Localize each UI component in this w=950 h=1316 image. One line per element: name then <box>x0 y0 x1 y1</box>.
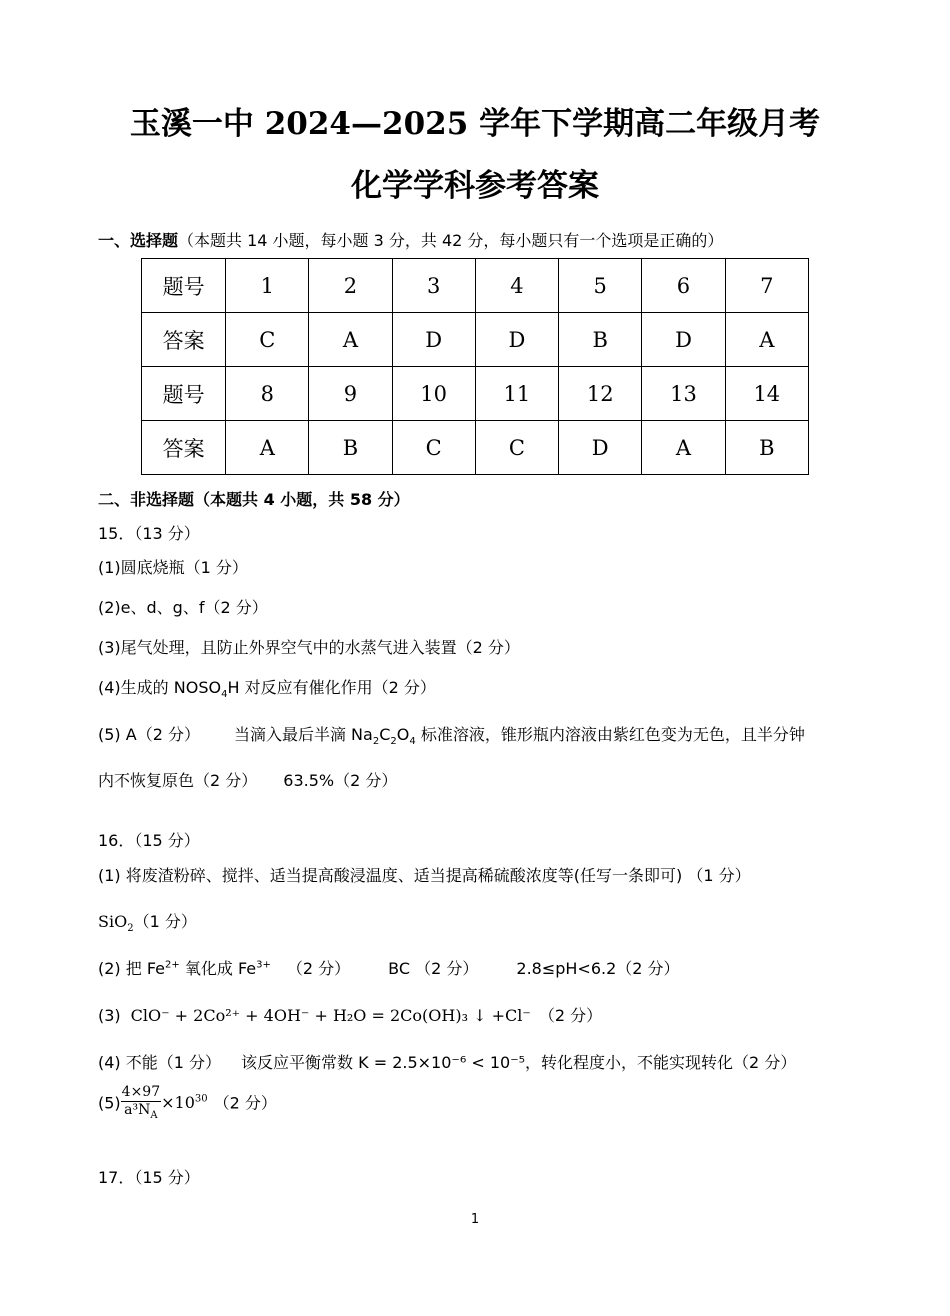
table-cell: D <box>642 313 725 367</box>
table-cell: B <box>559 313 642 367</box>
q16-part2-a: (2) 把 Fe <box>98 959 166 978</box>
q16-part2-sup: 2+ <box>165 959 180 971</box>
q16-part1b-score: （1 分） <box>133 912 197 931</box>
section1-heading: 一、选择题 <box>98 231 179 250</box>
table-cell: 1 <box>226 259 309 313</box>
q15-part5-b-text: 标准溶液，锥形瓶内溶液由紫红色变为无色，且半分钟 <box>415 725 805 744</box>
q15-part5-c: 内不恢复原色（2 分） <box>98 771 258 790</box>
q16-part3 <box>98 1003 602 1026</box>
table-cell: 3 <box>392 259 475 313</box>
q15-part5-b <box>233 725 805 748</box>
q16-part2 <box>98 956 680 979</box>
q16-part4 <box>98 1050 796 1073</box>
q15-part1: (1)圆底烧瓶（1 分） <box>98 558 248 577</box>
q16-part5-score: （2 分） <box>213 1093 277 1113</box>
q15-heading: 15．（13 分） <box>98 524 200 543</box>
q16-part3-score: （2 分） <box>538 1006 603 1025</box>
q15-part5-b-text: O <box>396 725 410 744</box>
fraction-denominator-sub: A <box>150 1109 158 1121</box>
q16-part3-equation: ClO⁻ + 2Co²⁺ + 4OH⁻ + H₂O = 2Co(OH)₃ ↓ +Cl⁻ <box>130 1006 531 1025</box>
q15-part5-b-text: 当滴入最后半滴 Na <box>233 725 373 744</box>
table-cell: C <box>392 421 475 475</box>
section1-heading-line <box>98 228 723 251</box>
q16-part1: (1) 将废渣粉碎、搅拌、适当提高酸浸温度、适当提高稀硫酸浓度等(任写一条即可) （1 分） <box>98 866 751 885</box>
fraction-denominator-text: a³N <box>124 1102 151 1118</box>
q16-part5-label: (5) <box>98 1093 121 1113</box>
row-label: 答案 <box>142 421 226 475</box>
table-cell: D <box>475 313 558 367</box>
q16-part2-sup: 3+ <box>256 959 271 971</box>
table-cell: 10 <box>392 367 475 421</box>
table-row <box>142 313 809 367</box>
fraction-denominator <box>121 1102 161 1124</box>
q15-part5-b-sub: 2 <box>390 736 397 748</box>
q16-part3-label: (3) <box>98 1006 121 1025</box>
table-cell: B <box>309 421 392 475</box>
q16-part4-a: (4) 不能（1 分） <box>98 1053 222 1072</box>
table-cell: 14 <box>725 367 808 421</box>
table-cell: 9 <box>309 367 392 421</box>
q15-part5-b-sub: 4 <box>409 736 416 748</box>
section2-heading: 二、非选择题（本题共 4 小题，共 58 分） <box>98 490 410 509</box>
q16-part2-c: （2 分） <box>286 959 351 978</box>
q16-part2-e: 2.8≤pH<6.2（2 分） <box>516 959 680 978</box>
table-cell: 2 <box>309 259 392 313</box>
table-row <box>142 421 809 475</box>
table-cell: A <box>642 421 725 475</box>
page-subtitle: 化学学科参考答案 <box>351 168 599 204</box>
table-cell: 4 <box>475 259 558 313</box>
table-cell: A <box>309 313 392 367</box>
table-cell: D <box>559 421 642 475</box>
q15-part4 <box>98 675 436 700</box>
q16-part5-fraction <box>121 1084 161 1124</box>
page-title: 玉溪一中 2024—2025 学年下学期高二年级月考 <box>129 106 821 142</box>
table-cell: C <box>226 313 309 367</box>
row-label: 答案 <box>142 313 226 367</box>
q16-part1b-formula: SiO <box>98 912 128 931</box>
table-cell: A <box>226 421 309 475</box>
exponent-base: ×10 <box>161 1093 195 1113</box>
q17-heading: 17．（15 分） <box>98 1168 200 1187</box>
answer-table <box>141 258 809 475</box>
q16-heading: 16．（15 分） <box>98 831 200 850</box>
q15-part5-cont <box>98 768 397 791</box>
table-cell: 13 <box>642 367 725 421</box>
fraction-numerator: 4×97 <box>121 1084 161 1100</box>
q15-part3: (3)尾气处理，且防止外界空气中的水蒸气进入装置（2 分） <box>98 638 520 657</box>
table-cell: C <box>475 421 558 475</box>
exponent-power: 30 <box>194 1094 208 1106</box>
q15-part4-text-end: H 对反应有催化作用（2 分） <box>227 678 436 697</box>
table-cell: 12 <box>559 367 642 421</box>
table-cell: 7 <box>725 259 808 313</box>
table-cell: 6 <box>642 259 725 313</box>
q16-part4-b: 该反应平衡常数 K = 2.5×10⁻⁶ < 10⁻⁵，转化程度小，不能实现转化（2 分） <box>241 1053 797 1072</box>
row-label: 题号 <box>142 367 226 421</box>
q15-part5-b-sub: 2 <box>372 736 380 748</box>
q16-part2-b: 氧化成 Fe <box>179 959 257 978</box>
table-row <box>142 259 809 313</box>
q15-part5-d: 63.5%（2 分） <box>283 771 398 790</box>
section1-note: （本题共 14 小题，每小题 3 分，共 42 分，每小题只有一个选项是正确的） <box>178 231 724 250</box>
q16-part5 <box>98 1084 277 1124</box>
q16-part2-d: BC （2 分） <box>388 959 479 978</box>
table-cell: A <box>725 313 808 367</box>
table-cell: B <box>725 421 808 475</box>
q15-part5 <box>98 722 805 747</box>
table-cell: D <box>392 313 475 367</box>
table-row <box>142 367 809 421</box>
q15-part2: (2)e、d、g、f（2 分） <box>98 598 268 617</box>
page-number: 1 <box>470 1212 480 1227</box>
q15-part4-text: (4)生成的 NOSO <box>98 678 222 697</box>
q16-part1b <box>98 909 197 934</box>
table-cell: 5 <box>559 259 642 313</box>
q15-part4-sub: 4 <box>221 689 228 701</box>
q16-part1b-sub: 2 <box>127 923 134 935</box>
table-cell: 8 <box>226 367 309 421</box>
q15-part5-a: (5) A（2 分） <box>98 725 200 744</box>
q16-part5-exponent <box>161 1093 208 1112</box>
q15-part5-b-text: C <box>379 725 391 744</box>
table-cell: 11 <box>475 367 558 421</box>
row-label: 题号 <box>142 259 226 313</box>
